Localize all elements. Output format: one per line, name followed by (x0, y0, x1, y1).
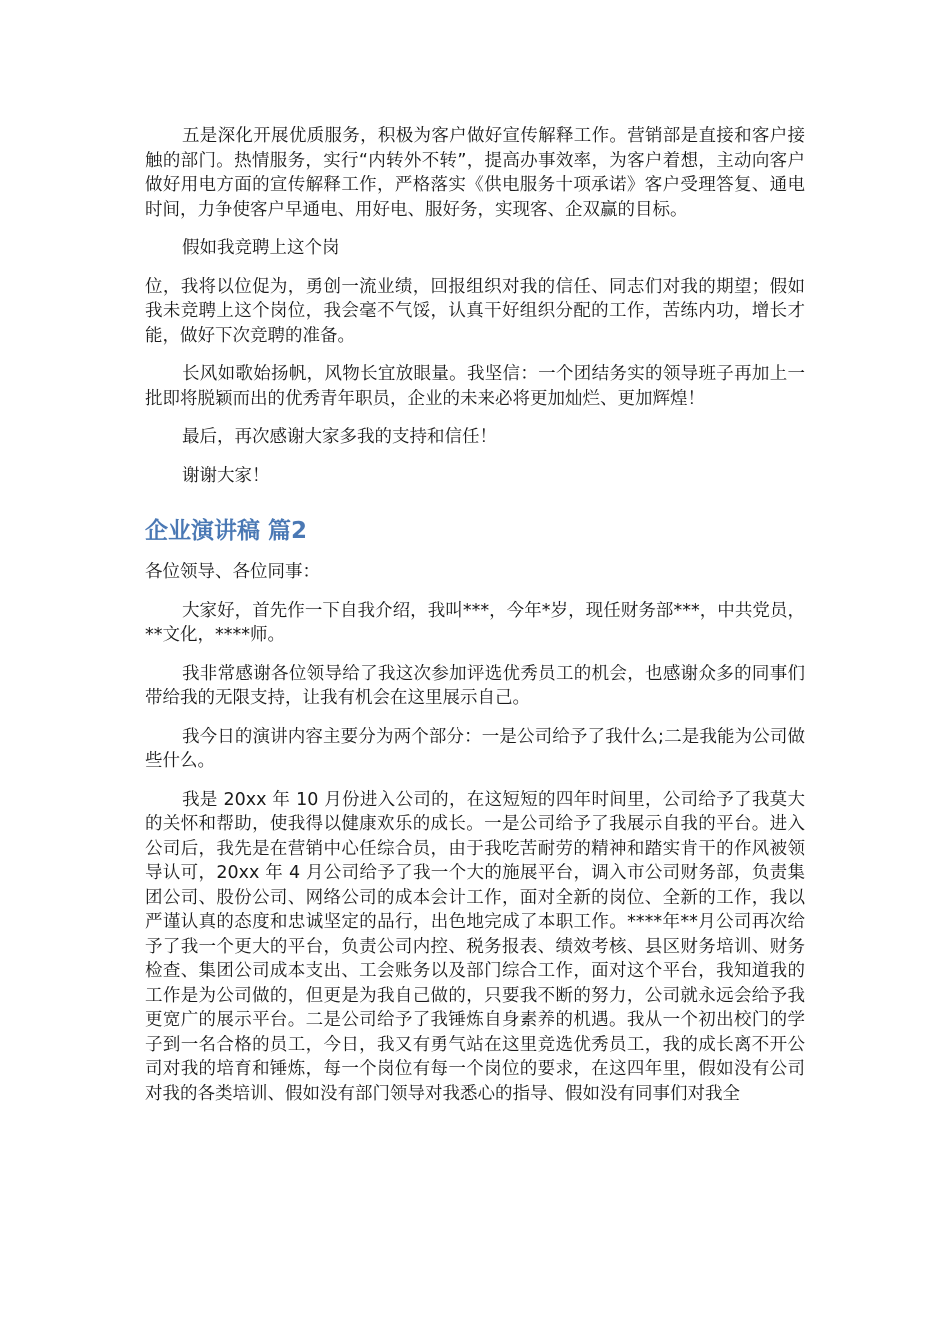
paragraph-if-elected: 假如我竞聘上这个岗 (182, 238, 340, 258)
salutation: 各位领导、各位同事： (145, 562, 320, 582)
section-heading: 企业演讲稿 篇2 (145, 518, 308, 544)
paragraph-career: 我是 20xx 年 10 月份进入公司的，在这短短的四年时间里，公司给予了我莫大的关怀和帮助，使我得以健康欢乐的成长。一是公司给予了我展示自我的平台。进入公司后，我先是在营销中心任综合员，由于我吃苦耐劳的精神和踏实肯干的作风被领导认可，20xx 年 4 月公司给予了我一个大的施展平台，调入市公司财务部，负责集团公司、股份公司、网络公司的成本会计工作，面对全新的岗位、全新的工作，我以严谨认真的态度和忠诚坚定的品行，出色地完成了本职工作。****年**月公司再次给予了我一个更大的平台，负责公司内控、税务报表、绩效考核、县区财务培训、财务检查、集团公司成本支出、工会账务以及部门综合工作，面对这个平台，我知道我的工作是为公司做的，但更是为我自己做的，只要我不断的努力，公司就永远会给予我更宽广的展示平台。二是公司给予了我锤炼自身素养的机遇。我从一个初出校门的学子到一名合格的员工，今日，我又有勇气站在这里竞选优秀员工，我的成长离不开公司对我的培育和锤炼，每一个岗位有每一个岗位的要求，在这四年里，假如没有公司对我的各类培训、假如没有部门领导对我悉心的指导、假如没有同事们对我全 (145, 789, 805, 1104)
paragraph-service: 五是深化开展优质服务，积极为客户做好宣传解释工作。营销部是直接和客户接触的部门。热情服务，实行“内转外不转”，提高办事效率，为客户着想，主动向客户做好用电方面的宣传解释工作，严格落实《供电服务十项承诺》客户受理答复、通电时间，力争使客户早通电、用好电、服好务，实现客、企双赢的目标。 (145, 126, 805, 220)
paragraph-position: 位，我将以位促为，勇创一流业绩，回报组织对我的信任、同志们对我的期望；假如我未竞聘上这个岗位，我会毫不气馁，认真干好组织分配的工作，苦练内功，增长才能，做好下次竞聘的准备。 (145, 276, 805, 346)
paragraph-thanks: 最后，再次感谢大家多我的支持和信任！ (182, 427, 497, 447)
paragraph-belief: 长风如歌始扬帆，风物长宜放眼量。我坚信：一个团结务实的领导班子再加上一批即将脱颖而出的优秀青年职员，企业的未来必将更加灿烂、更加辉煌！ (145, 364, 805, 409)
paragraph-gratitude: 我非常感谢各位领导给了我这次参加评选优秀员工的机会，也感谢众多的同事们带给我的无限支持，让我有机会在这里展示自己。 (145, 663, 805, 708)
paragraph-intro: 大家好，首先作一下自我介绍，我叫***，今年*岁，现任财务部***，中共党员，**文化，****师。 (145, 600, 805, 645)
paragraph-closing: 谢谢大家！ (182, 465, 270, 486)
document-body (145, 124, 805, 1120)
paragraph-outline: 我今日的演讲内容主要分为两个部分：一是公司给予了我什么;二是我能为公司做些什么。 (145, 726, 805, 771)
